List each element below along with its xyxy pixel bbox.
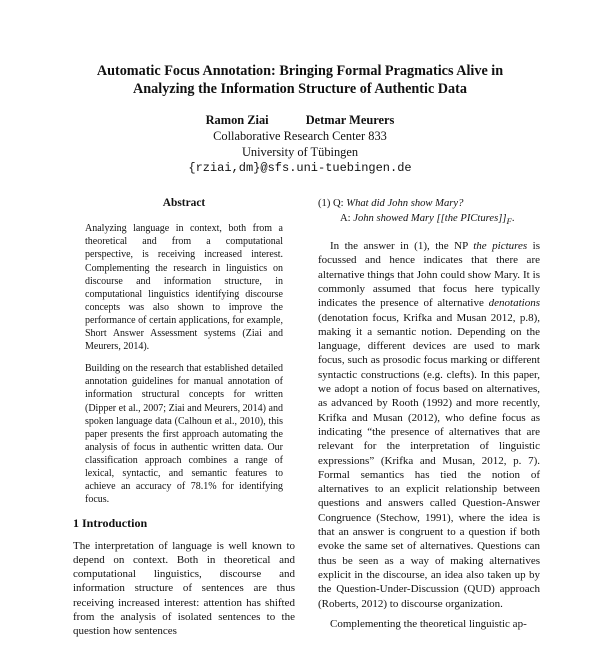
author-name: Ramon Ziai (205, 113, 269, 127)
example-answer-end: . (511, 213, 515, 224)
abstract-heading: Abstract (162, 197, 206, 209)
abstract-paragraph: Building on the research that established detailed annotation guidelines for manual annotation of information structural concepts for written (Dipper et al., 2007; Ziai and Meurers, 2014) and spoken language data (Calhoun et al., 2010), this paper presents the first approach automating the analysis of focus in authentic written data. Our classification approach combines a range of lexical, syntactic, and semantic features to achieve an accuracy of 78.1% for identifying focus. (85, 363, 283, 506)
text-run: In the answer in (1), the NP (330, 240, 474, 253)
example-answer-label: A: (340, 213, 351, 224)
abstract (73, 222, 295, 506)
body-paragraph (318, 239, 540, 611)
author-names (60, 112, 540, 128)
title-line-1: Automatic Focus Annotation: Bringing Formal Pragmatics Alive in (96, 63, 504, 79)
affiliation: Collaborative Research Center 833 (213, 129, 387, 143)
section-heading-introduction: 1 Introduction (73, 516, 148, 531)
author-block (60, 112, 540, 176)
author-email: {rziai,dm}@sfs.uni-tuebingen.de (188, 161, 412, 175)
example-label: (1) Q: (318, 198, 344, 209)
title-line-2: Analyzing the Information Structure of Authentic Data (133, 81, 467, 97)
left-column (73, 196, 295, 645)
author-name: Detmar Meurers (305, 113, 395, 127)
example-answer-focus: [[the PICtures]] (436, 213, 507, 224)
text-run: (denotation focus, Krifka and Musan 2012, p.8), making it a semantic notion. Depending on the language, different devices are used to mark focus, such as prosodic focus marking or different syntactic constructions (e.g. clefts). In this paper, we adopt a notion of focus based on alternatives, as advanced by Rooth (1992) and more recently, Krifka and Musan (2012), who define focus as indicating “the presence of alternatives that are relevant for the interpretation of linguistic expressions” (Krifka and Musan, 2012, p. 7). Formal semantics has tied the notion of alternatives to an explicit relationship between questions and answers called Question-Answer Congruence (Stechow, 1991), where the idea is that an answer is congruent to a question if both evoke the same set of alternatives. Questions can thus be seen as a way of making alternatives explicit in the discourse, an idea also taken up by the Question-Under-Discussion (QUD) approach (Roberts, 2012) to discourse organization. (318, 311, 540, 610)
text-run-italic: denotations (488, 297, 540, 310)
intro-paragraph: The interpretation of language is well known to depend on context. Both in theoretical and computational linguistics, discourse and information structure of sentences are thus receiving increased interest: attention has shifted from the analysis of isolated sentences to the question how sentences (73, 539, 295, 638)
body-paragraph: Complementing the theoretical linguistic ap- (330, 617, 527, 630)
right-column (318, 196, 540, 631)
abstract-paragraph: Analyzing language in context, both from a theoretical and from a computational perspective, is receiving increased interest. Complementing the research in linguistics on discourse and information structure, in computational linguistics identifying discourse concepts was also shown to improve the performance of certain applications, for example, Short Answer Assessment systems (Ziai and Meurers, 2014). (85, 223, 283, 353)
text-run: is focussed and hence indicates that there are alternative things that John could show Mary. It is commonly assumed that focus here typically indicates the presence of alternative (318, 240, 540, 310)
focus-subscript: F (506, 216, 512, 227)
university: University of Tübingen (241, 145, 359, 159)
text-run-italic: the pictures (473, 240, 528, 253)
paper-title (60, 62, 540, 98)
example-answer: John showed Mary (353, 213, 434, 224)
example-1 (318, 196, 540, 229)
example-question: What did John show Mary? (346, 198, 464, 209)
